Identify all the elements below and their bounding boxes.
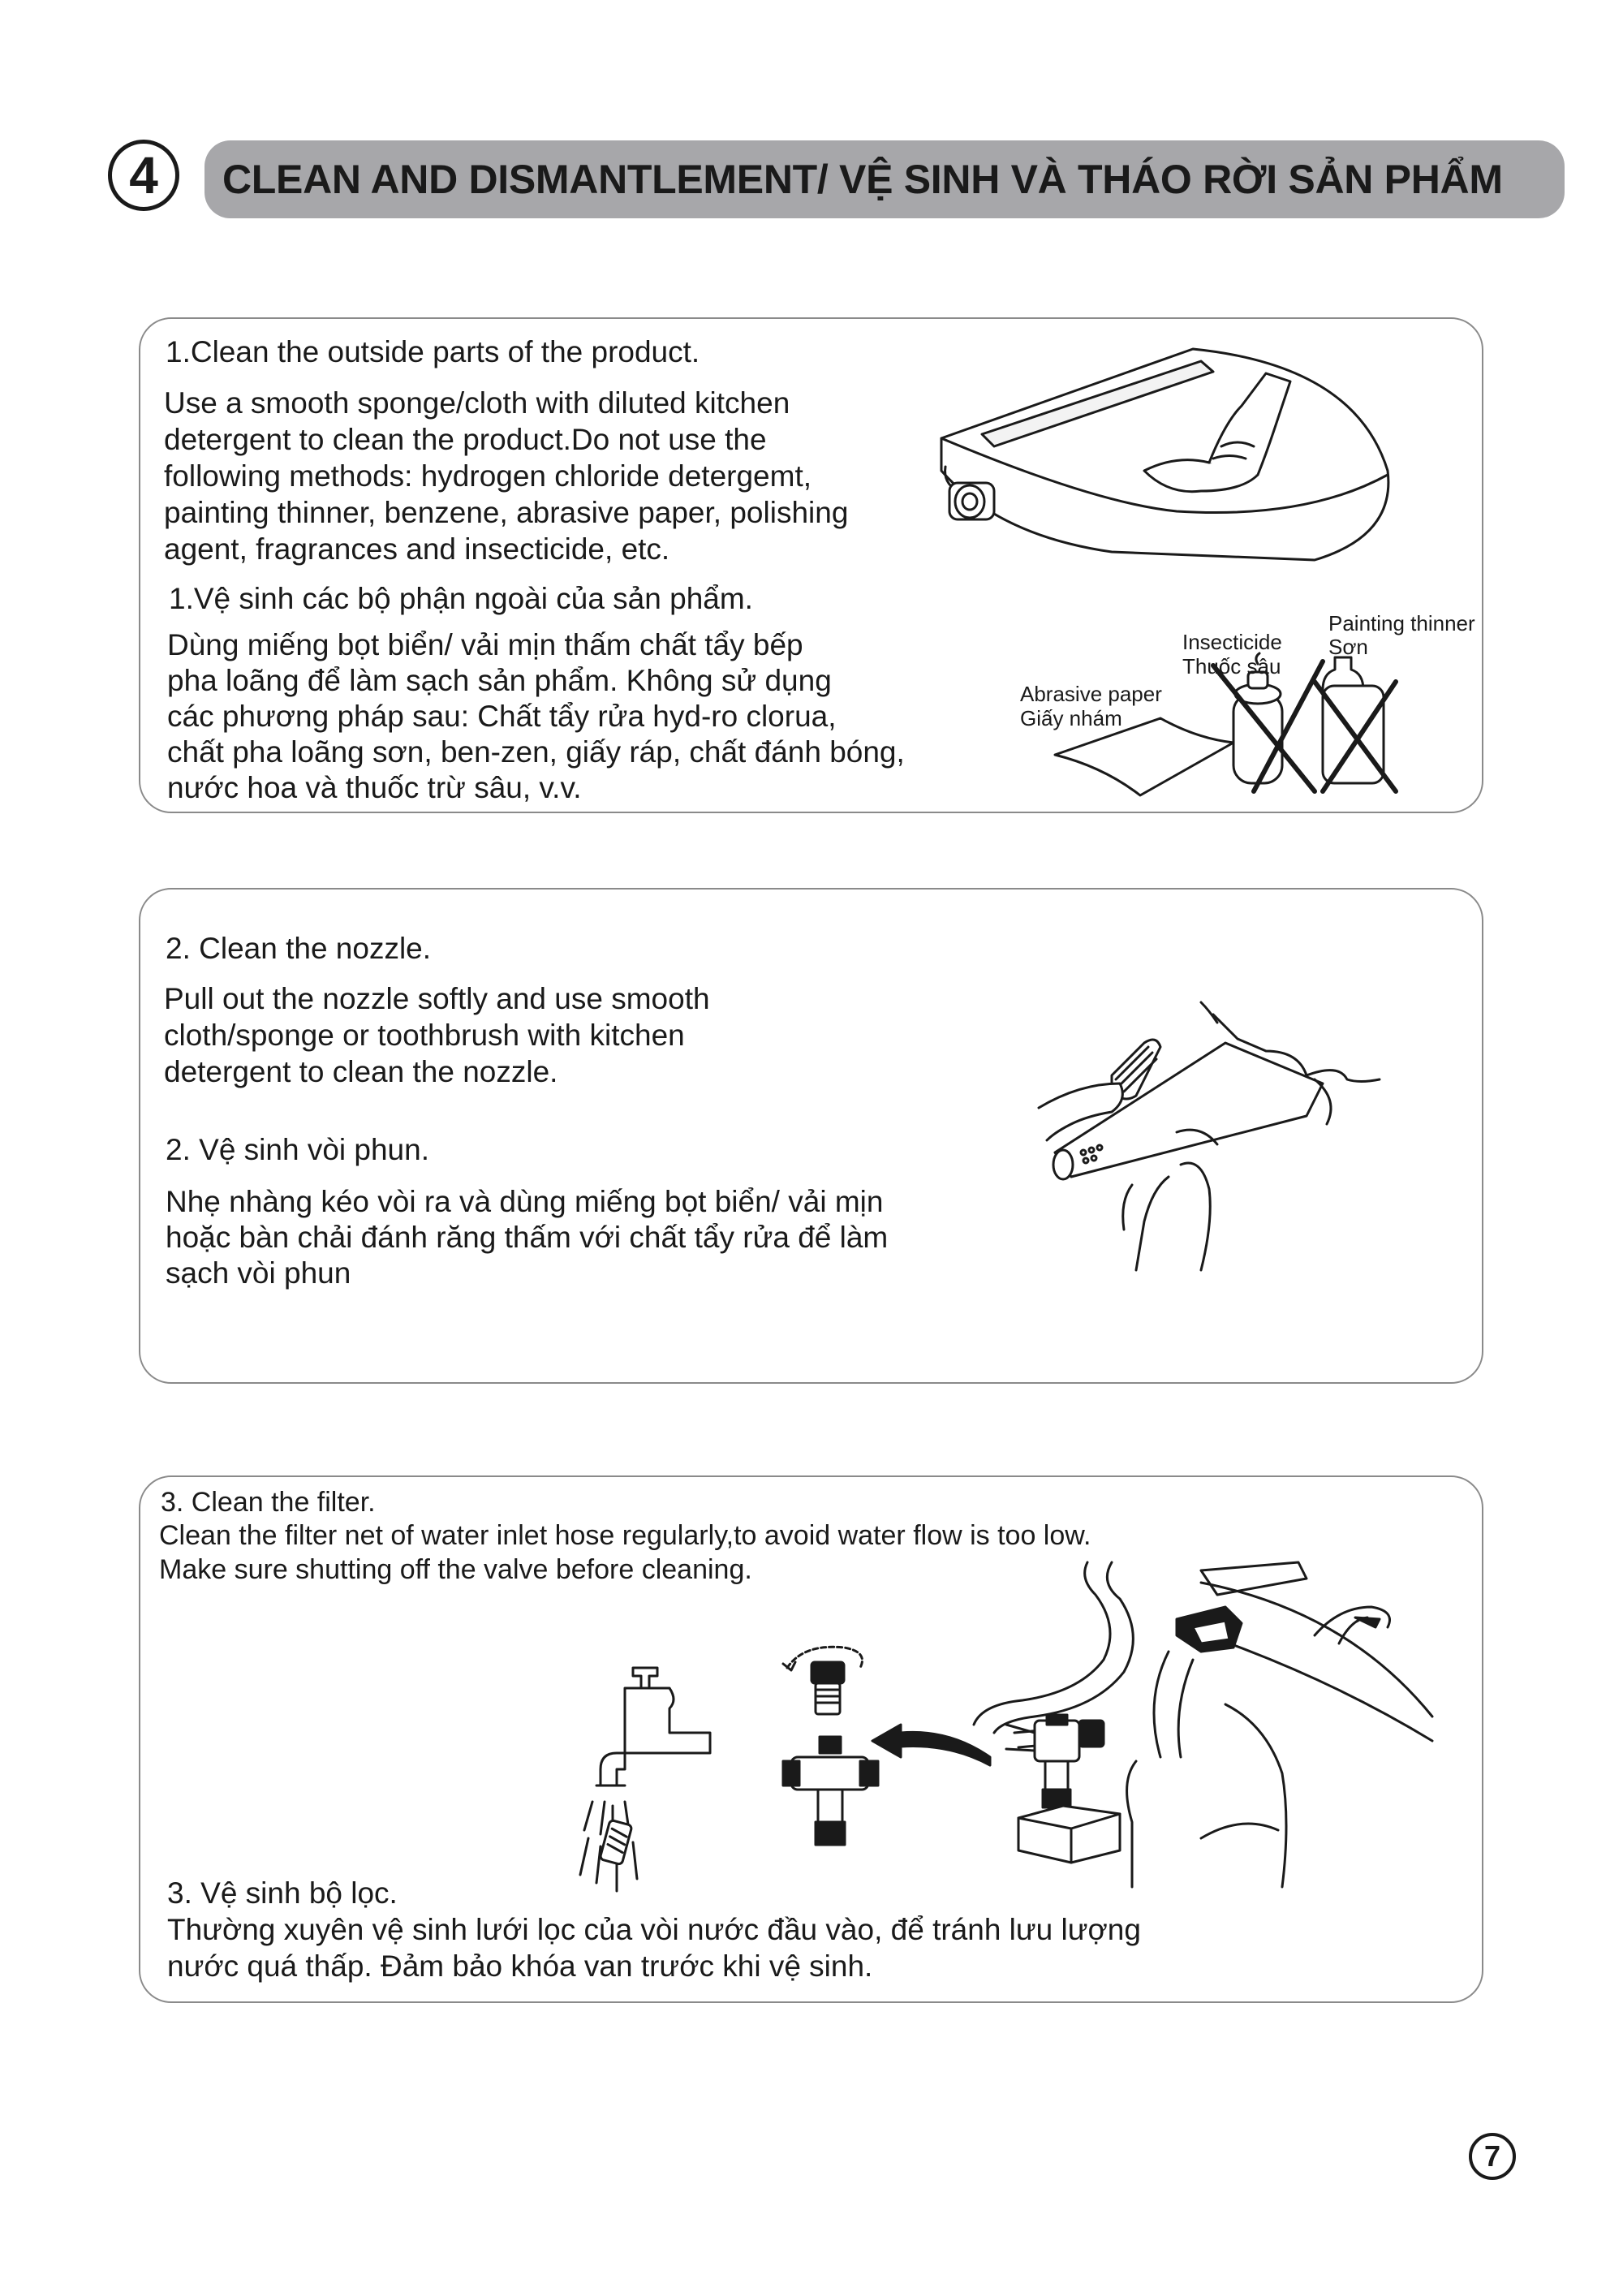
section-header [204, 140, 1565, 218]
panel1-vi-line-5: nước hoa và thuốc trừ sâu, v.v. [167, 771, 582, 804]
toilet-inlet-hose-illustration [958, 1562, 1436, 1887]
panel2-vi-heading: 2. Vệ sinh vòi phun. [166, 1133, 429, 1166]
panel1-en-line-5: agent, fragrances and insecticide, etc. [164, 532, 670, 566]
painting-thinner-label-en: Painting thinner [1328, 611, 1475, 635]
panel1-en-heading: 1.Clean the outside parts of the product. [166, 335, 700, 368]
panel3-vi-line-1: Thường xuyên vệ sinh lưới lọc của vòi nước đầu vào, để tránh lưu lượng [167, 1913, 1141, 1946]
insecticide-label-vi: Thuốc sâu [1182, 654, 1281, 678]
panel1-en-line-1: Use a smooth sponge/cloth with diluted kitchen [164, 386, 790, 420]
panel2-en-heading: 2. Clean the nozzle. [166, 932, 432, 965]
panel3-vi-line-2: nước quá thấp. Đảm bảo khóa van trước khi vệ sinh. [167, 1949, 873, 1983]
abrasive-paper-label-vi: Giấy nhám [1020, 706, 1122, 730]
panel1-en-line-2: detergent to clean the product.Do not use the [164, 423, 767, 456]
panel1-en-line-4: painting thinner, benzene, abrasive paper, polishing [164, 496, 849, 529]
panel3-vi-heading: 3. Vệ sinh bộ lọc. [167, 1876, 398, 1910]
page-number: 7 [1469, 2133, 1516, 2180]
panel3-en-heading: 3. Clean the filter. [161, 1487, 376, 1518]
painting-thinner-label-vi: Sơn [1328, 635, 1368, 659]
nozzle-toothbrush-illustration [1039, 1002, 1396, 1270]
panel2-en-line-3: detergent to clean the nozzle. [164, 1055, 558, 1088]
panel1-vi-line-2: pha loãng để làm sạch sản phẩm. Không sử dụng [167, 664, 832, 697]
panel1-vi-heading: 1.Vệ sinh các bộ phận ngoài của sản phẩm. [169, 582, 753, 615]
panel2-en-line-1: Pull out the nozzle softly and use smooth [164, 982, 710, 1015]
abrasive-paper-label-en: Abrasive paper [1020, 682, 1162, 706]
panel2-en-line-2: cloth/sponge or toothbrush with kitchen [164, 1019, 685, 1052]
faucet-rinse-illustration [568, 1664, 722, 1891]
panel2-vi-line-1: Nhẹ nhàng kéo vòi ra và dùng miếng bọt biển/ vải mịn [166, 1185, 884, 1218]
panel1-vi-line-1: Dùng miếng bọt biển/ vải mịn thấm chất tẩy bếp [167, 628, 803, 661]
panel1-vi-line-3: các phương pháp sau: Chất tẩy rửa hyd-ro clorua, [167, 700, 837, 733]
section-title: CLEAN AND DISMANTLEMENT/ VỆ SINH VÀ THÁO RỜI SẢN PHẨM [222, 157, 1503, 202]
panel1-vi-line-4: chất pha loãng sơn, ben-zen, giấy ráp, chất đánh bóng, [167, 735, 905, 769]
panel3-en-line-2: Make sure shutting off the valve before cleaning. [159, 1554, 752, 1585]
panel2-vi-line-2: hoặc bàn chải đánh răng thấm với chất tẩy rửa để làm [166, 1221, 889, 1254]
panel3-en-line-1: Clean the filter net of water inlet hose regularly,to avoid water flow is too low. [159, 1520, 1091, 1551]
insecticide-label-en: Insecticide [1182, 630, 1282, 654]
panel1-en-line-3: following methods: hydrogen chloride detergemt, [164, 459, 812, 493]
panel2-vi-line-3: sạch vòi phun [166, 1256, 351, 1290]
toilet-lid-cleaning-illustration [933, 333, 1420, 601]
section-number: 4 [108, 140, 179, 211]
